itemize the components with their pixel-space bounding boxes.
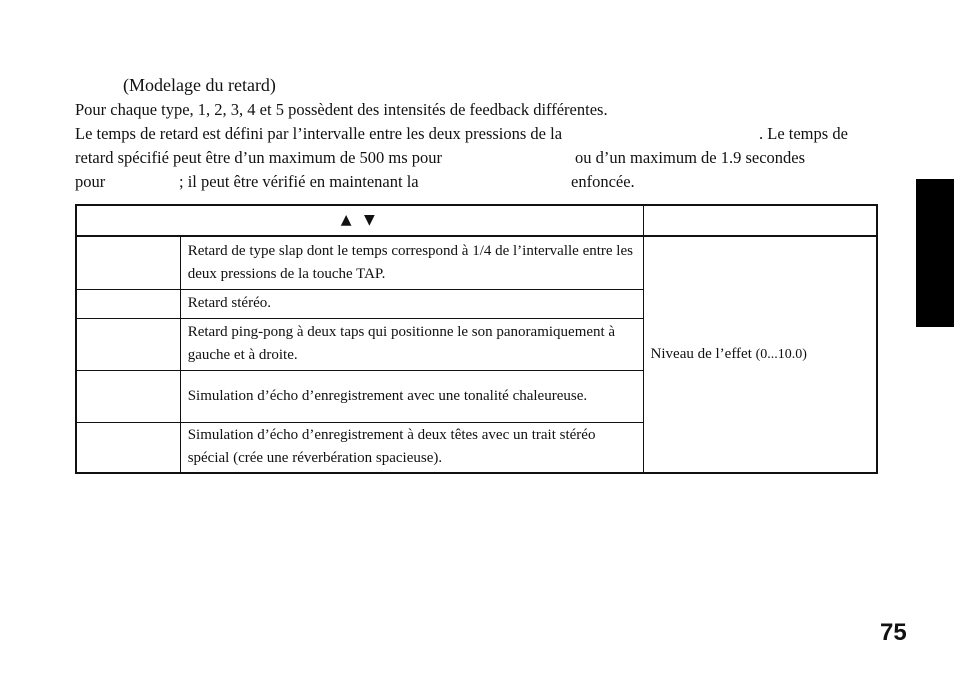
row-type-cell	[76, 370, 180, 422]
intro-text: ; il peut être vérifié en maintenant la	[179, 172, 419, 191]
row-type-cell	[76, 289, 180, 318]
page-number: 75	[880, 619, 907, 646]
intro-text: ou d’un maximum de 1.9 secondes	[575, 148, 806, 167]
parameter-label: Niveau de l’effet	[650, 346, 752, 362]
delay-types-table	[75, 204, 878, 474]
chapter-tab-marker	[916, 179, 954, 327]
row-type-cell	[76, 422, 180, 473]
row-description: Retard de type slap dont le temps correspond à 1/4 de l’intervalle entre les deux pressions de la touche TAP.	[180, 236, 643, 289]
intro-text: . Le temps de	[759, 124, 848, 143]
intro-line-1	[75, 98, 875, 122]
up-down-arrows-icon: ▲ ▼	[340, 212, 379, 228]
header-cell-parameter	[643, 205, 877, 236]
intro-line-3	[75, 146, 875, 170]
parameter-range: (0...10.0)	[755, 347, 807, 362]
header-cell-description	[76, 205, 643, 236]
row-description: Simulation d’écho d’enregistrement à deux têtes avec un trait stéréo spécial (crée une réverbération spacieuse).	[180, 422, 643, 473]
intro-text: retard spécifié peut être d’un maximum de 500 ms pour	[75, 148, 443, 167]
intro-text: enfoncée.	[571, 172, 635, 191]
intro-paragraph	[75, 98, 875, 194]
intro-text: Le temps de retard est défini par l’intervalle entre les deux pressions de la	[75, 124, 563, 143]
row-description: Retard stéréo.	[180, 289, 643, 318]
row-description: Simulation d’écho d’enregistrement avec une tonalité chaleureuse.	[180, 370, 643, 422]
row-type-cell	[76, 236, 180, 289]
row-description: Retard ping-pong à deux taps qui positionne le son panoramiquement à gauche et à droite.	[180, 318, 643, 370]
table-row	[76, 236, 877, 289]
section-heading: (Modelage du retard)	[123, 75, 276, 95]
intro-text: pour	[75, 172, 106, 191]
intro-line-2	[75, 122, 875, 146]
intro-text: Pour chaque type, 1, 2, 3, 4 et 5 possèdent des intensités de feedback différentes.	[75, 100, 608, 119]
row-type-cell	[76, 318, 180, 370]
intro-line-4	[75, 170, 875, 194]
table-header-row	[76, 205, 877, 236]
parameter-cell	[643, 236, 877, 473]
